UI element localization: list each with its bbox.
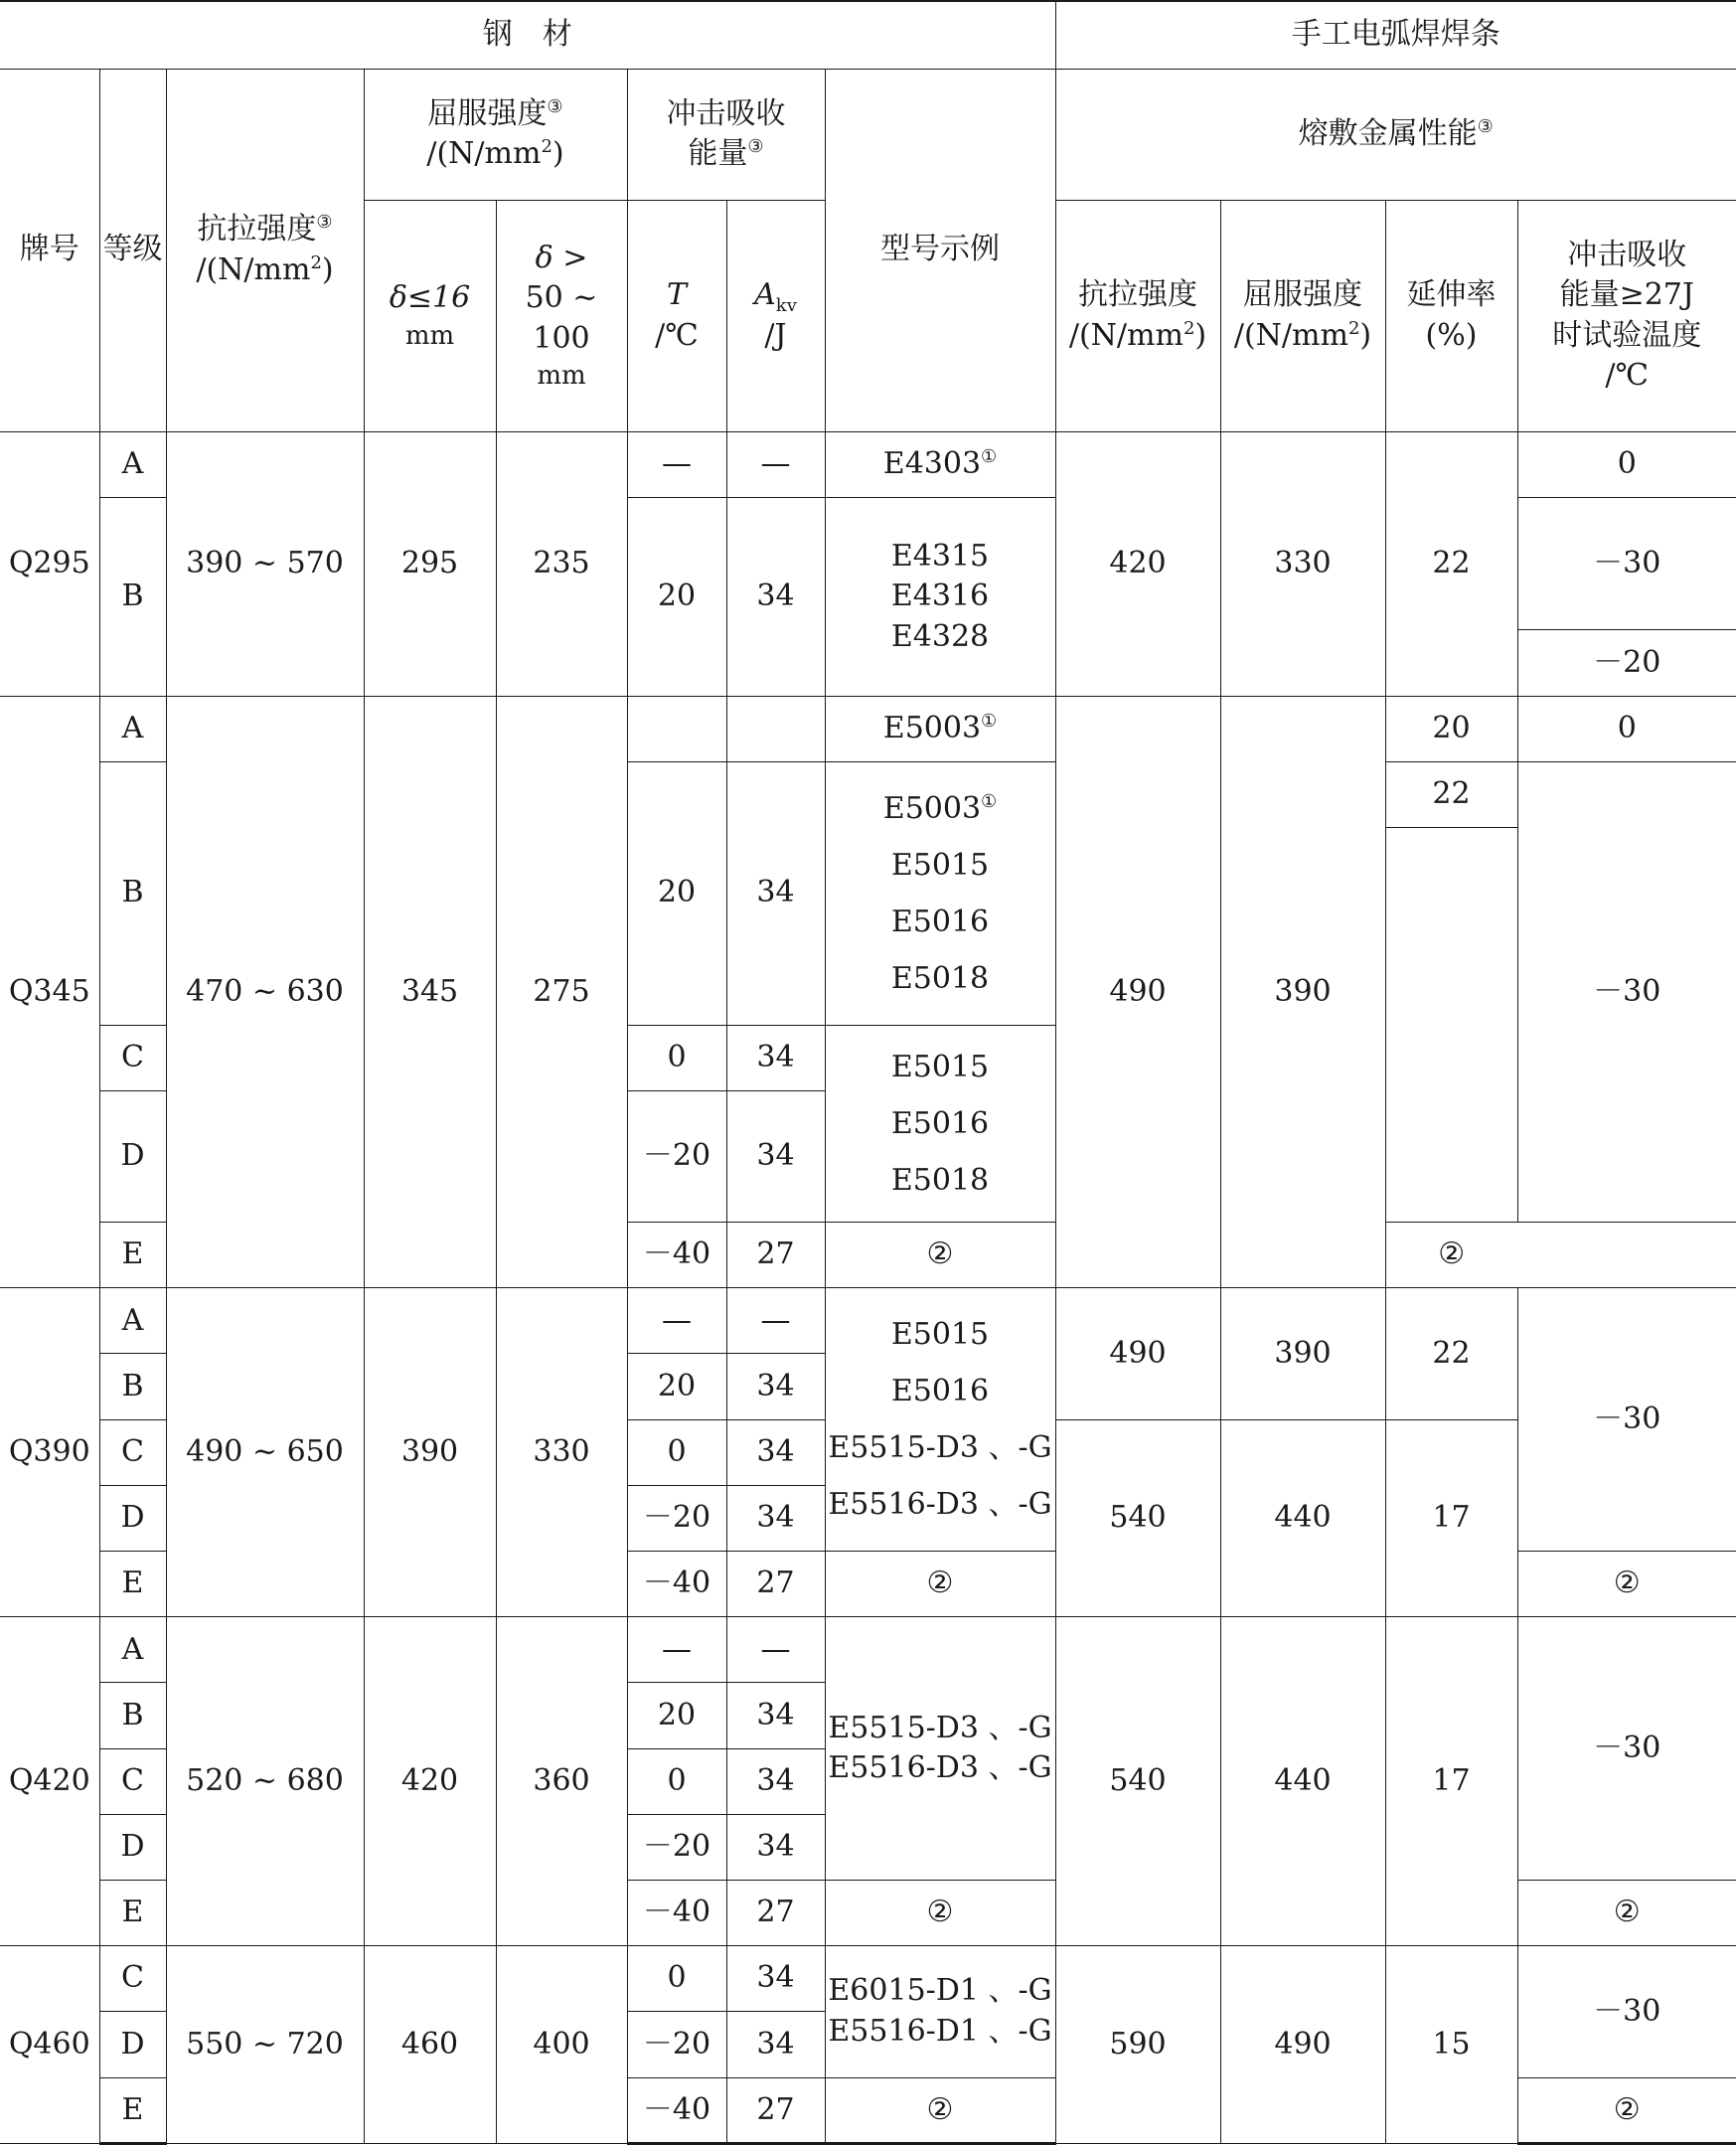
model-cell: E5015 E5016 E5515-D3 、-G E5516-D3 、-G xyxy=(825,1288,1055,1552)
temp-cell xyxy=(627,696,726,761)
temp-cell: 20 xyxy=(627,497,726,696)
delta-gt-header: δ > 50 ~ 100 mm xyxy=(496,201,627,432)
level-cell: E xyxy=(99,1223,166,1288)
yield100-cell: 360 xyxy=(496,1617,627,1946)
e-tensile-cell: 490 xyxy=(1055,696,1220,1288)
yield100-cell: 235 xyxy=(496,431,627,696)
impact-temp-cell: ② xyxy=(1517,2077,1736,2143)
model-cell: E4303① xyxy=(825,431,1055,497)
tensile-header: 抗拉强度③ $/(N/mm^2)$ xyxy=(166,69,364,431)
level-cell: B xyxy=(99,761,166,1025)
e-yield-cell: 330 xyxy=(1220,431,1385,696)
akv-cell: 34 xyxy=(726,1683,825,1748)
level-cell: D xyxy=(99,1090,166,1222)
model-cell: E6015-D1 、-G E5516-D1 、-G xyxy=(825,1946,1055,2077)
steel-header: 钢 材 xyxy=(0,1,1055,69)
akv-cell: 34 xyxy=(726,1025,825,1090)
akv-cell: 34 xyxy=(726,1485,825,1551)
akv-cell: 34 xyxy=(726,497,825,696)
elongation-cell: 22 xyxy=(1385,1288,1517,1419)
tensile-cell: 470 ~ 630 xyxy=(166,696,364,1288)
yield100-cell: 275 xyxy=(496,696,627,1288)
akv-cell: — xyxy=(726,1288,825,1354)
model-example-header: 型号示例 xyxy=(825,69,1055,431)
yield16-cell: 295 xyxy=(364,431,496,696)
level-cell: A xyxy=(99,696,166,761)
impact-temp-cell: －30 xyxy=(1517,1288,1736,1552)
e-tensile-cell: 590 xyxy=(1055,1946,1220,2144)
akv-cell: 34 xyxy=(726,1946,825,2012)
grade-cell: Q390 xyxy=(0,1288,99,1617)
table-row xyxy=(0,1617,1736,1683)
table-row xyxy=(0,696,1736,761)
model-cell: E5515-D3 、-G E5516-D3 、-G xyxy=(825,1617,1055,1881)
level-cell: D xyxy=(99,2012,166,2077)
elongation-cell xyxy=(1385,827,1517,1222)
elongation-cell: 17 xyxy=(1385,1617,1517,1946)
grade-cell: Q460 xyxy=(0,1946,99,2144)
impact-temp-cell: －30 xyxy=(1517,497,1736,629)
akv-cell: 27 xyxy=(726,1552,825,1617)
temp-cell: －20 xyxy=(627,1485,726,1551)
level-cell: C xyxy=(99,1025,166,1090)
temp-cell: 0 xyxy=(627,1025,726,1090)
e-yield-header: 屈服强度 $/(N/mm^2)$ xyxy=(1220,201,1385,432)
table-row xyxy=(0,1946,1736,2012)
table-row xyxy=(0,431,1736,497)
e-tensile-cell: 540 xyxy=(1055,1419,1220,1617)
impact-temp-cell: 0 xyxy=(1517,696,1736,761)
e-yield-cell: 440 xyxy=(1220,1419,1385,1617)
temp-cell: 0 xyxy=(627,1748,726,1814)
model-cell: E5015 E5016 E5018 xyxy=(825,1025,1055,1223)
yield-header: 屈服强度③ $/(N/mm^2)$ xyxy=(364,69,627,200)
e-yield-cell: 390 xyxy=(1220,1288,1385,1419)
level-cell: D xyxy=(99,1814,166,1880)
akv-cell: 34 xyxy=(726,1419,825,1485)
temp-cell: －20 xyxy=(627,1090,726,1222)
model-cell: E4315 E4316 E4328 xyxy=(825,497,1055,696)
level-cell: C xyxy=(99,1419,166,1485)
temp-cell: －40 xyxy=(627,1552,726,1617)
e-yield-cell: 490 xyxy=(1220,1946,1385,2144)
temp-cell: －20 xyxy=(627,2012,726,2077)
temp-cell: －40 xyxy=(627,2077,726,2143)
akv-cell: 34 xyxy=(726,1090,825,1222)
akv-cell: 34 xyxy=(726,1748,825,1814)
elongation-header: 延伸率 (%) xyxy=(1385,201,1517,432)
level-cell: C xyxy=(99,1946,166,2012)
level-cell: B xyxy=(99,1683,166,1748)
model-cell: E5003① E5015 E5016 E5018 xyxy=(825,761,1055,1025)
akv-cell: 27 xyxy=(726,1223,825,1288)
e-tensile-cell: 540 xyxy=(1055,1617,1220,1946)
temp-cell: — xyxy=(627,1288,726,1354)
temp-cell: — xyxy=(627,431,726,497)
model-cell: ② xyxy=(825,2077,1055,2143)
temp-cell: 20 xyxy=(627,1354,726,1419)
yield100-cell: 400 xyxy=(496,1946,627,2144)
akv-cell: 34 xyxy=(726,761,825,1025)
akv-cell: 34 xyxy=(726,2012,825,2077)
grade-cell: Q420 xyxy=(0,1617,99,1946)
tensile-cell: 490 ~ 650 xyxy=(166,1288,364,1617)
level-cell: E xyxy=(99,2077,166,2143)
impact-temp-cell: －20 xyxy=(1517,630,1736,696)
grade-header: 牌号 xyxy=(0,69,99,431)
level-cell: E xyxy=(99,1552,166,1617)
temp-cell: 0 xyxy=(627,1946,726,2012)
impact-temp-cell: 0 xyxy=(1517,431,1736,497)
elongation-cell: 17 xyxy=(1385,1419,1517,1617)
e-yield-cell: 440 xyxy=(1220,1617,1385,1946)
tensile-cell: 550 ~ 720 xyxy=(166,1946,364,2144)
elongation-cell: 22 xyxy=(1385,431,1517,696)
temp-cell: — xyxy=(627,1617,726,1683)
temp-cell: －20 xyxy=(627,1814,726,1880)
elongation-cell: 20 xyxy=(1385,696,1517,761)
e-tensile-cell: 420 xyxy=(1055,431,1220,696)
electrode-header: 手工电弧焊焊条 xyxy=(1055,1,1736,69)
temp-cell: 20 xyxy=(627,761,726,1025)
tensile-cell: 390 ~ 570 xyxy=(166,431,364,696)
yield16-cell: 345 xyxy=(364,696,496,1288)
level-cell: E xyxy=(99,1880,166,1945)
model-cell: ② xyxy=(825,1223,1055,1288)
level-cell: A xyxy=(99,1617,166,1683)
temp-cell: －40 xyxy=(627,1223,726,1288)
impact-temp-cell: －30 xyxy=(1517,1946,1736,2077)
e-tensile-cell: 490 xyxy=(1055,1288,1220,1419)
temp-cell: －40 xyxy=(627,1880,726,1945)
impact-temp-cell: ② xyxy=(1517,1880,1736,1945)
model-cell: E5003① xyxy=(825,696,1055,761)
level-cell: B xyxy=(99,497,166,696)
e-yield-cell: 390 xyxy=(1220,696,1385,1288)
akv-cell: — xyxy=(726,1617,825,1683)
yield16-cell: 420 xyxy=(364,1617,496,1946)
akv-cell: — xyxy=(726,431,825,497)
level-cell: A xyxy=(99,1288,166,1354)
akv-cell xyxy=(726,696,825,761)
elongation-cell: 22 xyxy=(1385,761,1517,827)
impact-temp-cell: ② xyxy=(1385,1223,1517,1288)
level-cell: C xyxy=(99,1748,166,1814)
e-tensile-header: 抗拉强度 $/(N/mm^2)$ xyxy=(1055,201,1220,432)
grade-cell: Q345 xyxy=(0,696,99,1288)
impact-temp-cell: －30 xyxy=(1517,1617,1736,1881)
yield100-cell: 330 xyxy=(496,1288,627,1617)
akv-cell: 27 xyxy=(726,1880,825,1945)
impact-header: 冲击吸收能量③ xyxy=(627,69,825,200)
impact-temp-cell: －30 xyxy=(1517,761,1736,1222)
grade-cell: Q295 xyxy=(0,431,99,696)
impact-temp-header: 冲击吸收 能量≥27J 时试验温度 /℃ xyxy=(1517,201,1736,432)
level-cell: D xyxy=(99,1485,166,1551)
temp-cell: 0 xyxy=(627,1419,726,1485)
akv-cell: 34 xyxy=(726,1354,825,1419)
akv-cell: 34 xyxy=(726,1814,825,1880)
yield16-cell: 460 xyxy=(364,1946,496,2144)
tensile-cell: 520 ~ 680 xyxy=(166,1617,364,1946)
level-cell: B xyxy=(99,1354,166,1419)
temp-cell: 20 xyxy=(627,1683,726,1748)
level-cell: A xyxy=(99,431,166,497)
elongation-cell: 15 xyxy=(1385,1946,1517,2144)
yield16-cell: 390 xyxy=(364,1288,496,1617)
temp-header: T /℃ xyxy=(627,201,726,432)
table-row xyxy=(0,1288,1736,1354)
akv-cell: 27 xyxy=(726,2077,825,2143)
impact-temp-cell: ② xyxy=(1517,1552,1736,1617)
level-header: 等级 xyxy=(99,69,166,431)
akv-header: $A_{kv}$ /J xyxy=(726,201,825,432)
model-cell: ② xyxy=(825,1552,1055,1617)
deposited-header: 熔敷金属性能③ xyxy=(1055,69,1736,200)
delta-le16-header: δ≤16 mm xyxy=(364,201,496,432)
model-cell: ② xyxy=(825,1880,1055,1945)
